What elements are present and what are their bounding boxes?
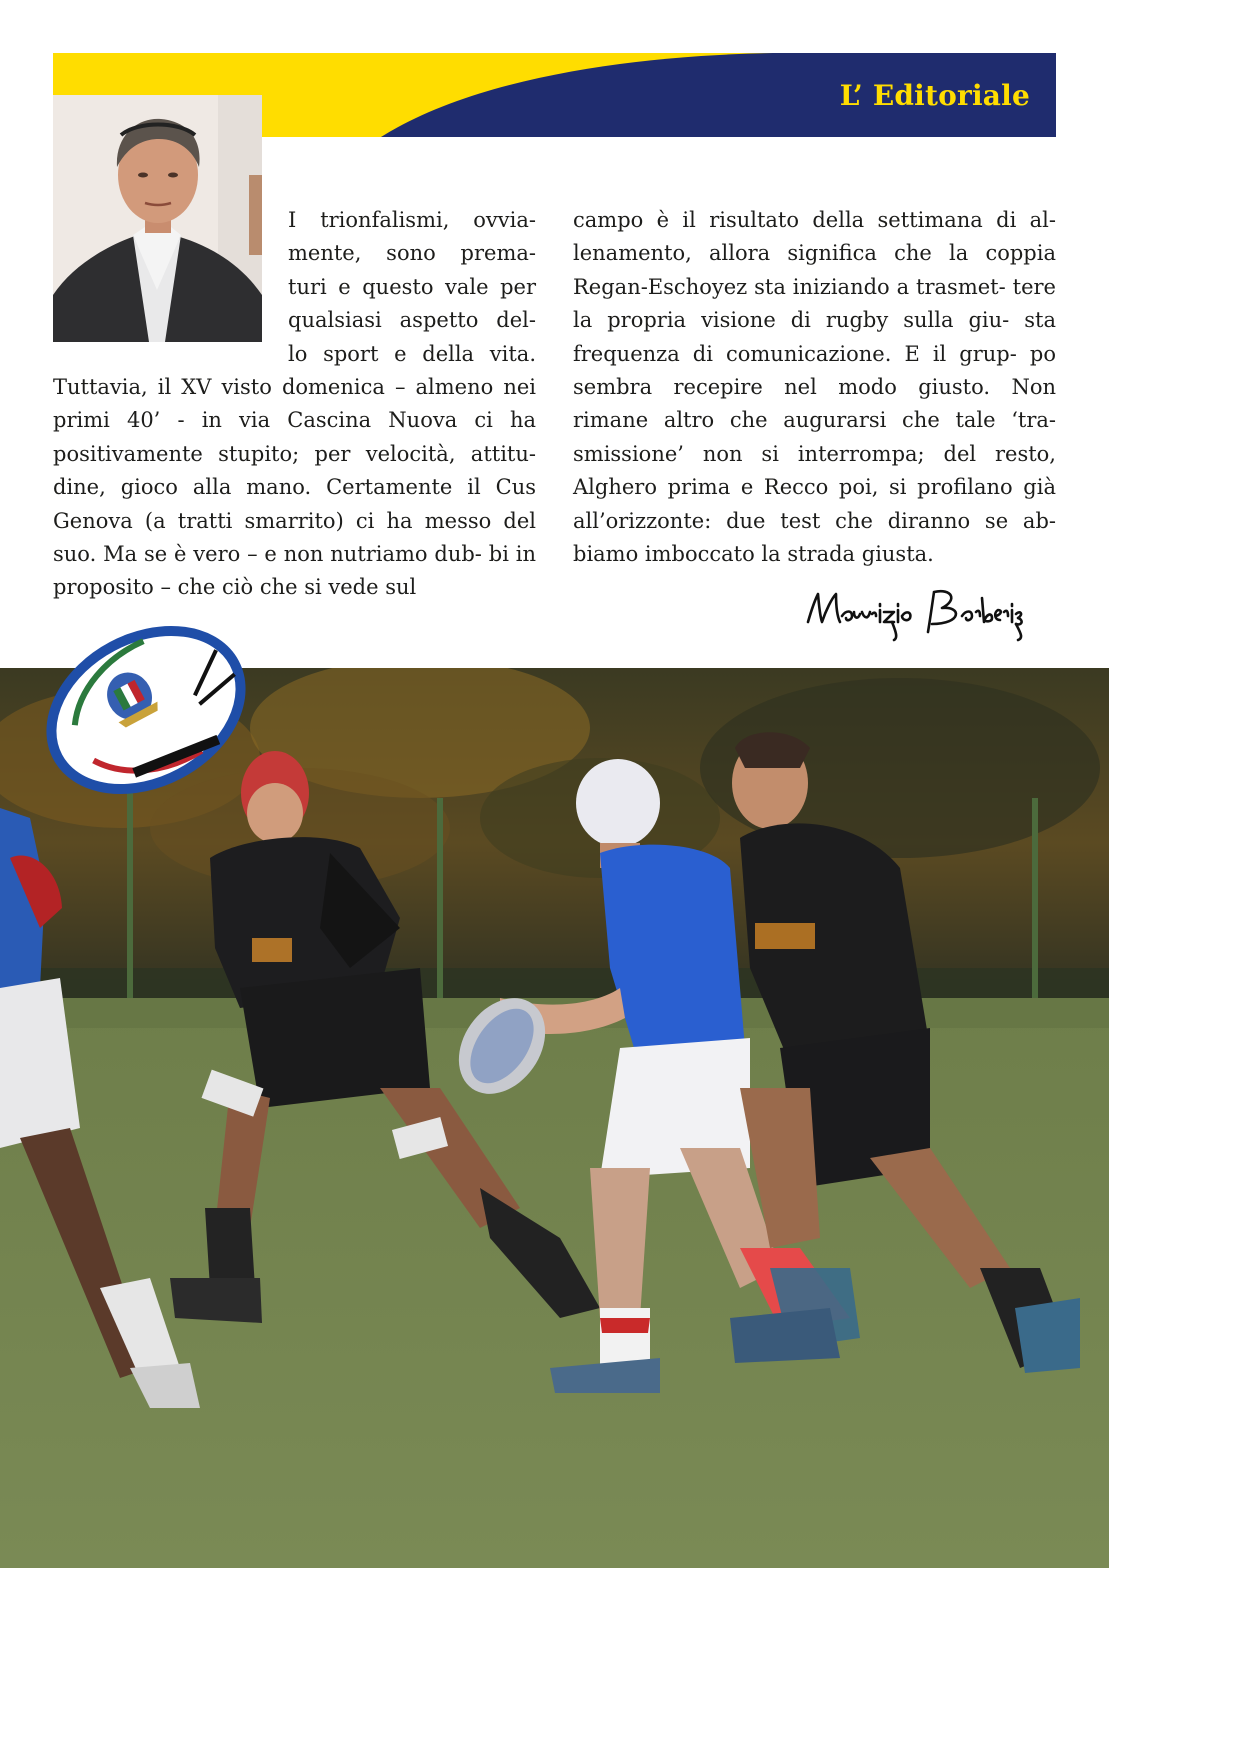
- article-line: qualsiasi aspetto del-: [288, 308, 536, 333]
- article-line: smissione’ non si interrompa; del resto,: [573, 441, 1056, 466]
- article-line: suo. Ma se è vero – e non nutriamo dub-: [53, 542, 482, 567]
- article-line: lo sport e della vita.: [288, 341, 536, 366]
- article-line: rimane altro che augurarsi che tale ‘tra-: [573, 408, 1056, 433]
- rugby-ball-icon: [46, 620, 246, 800]
- article-line: biamo imboccato la strada giusta.: [573, 542, 934, 567]
- article-line: Alghero prima e Recco poi, si profilano già: [573, 475, 1056, 500]
- article-line: Regan-Eschoyez sta iniziando a trasmet-: [573, 274, 1006, 299]
- article-line: positivamente stupito; per velocità, attitu-: [53, 441, 536, 466]
- article-line: tere la propria visione di rugby sulla giu-: [573, 274, 1056, 333]
- article-line: bi in proposito – che ciò che si vede sul: [53, 542, 536, 600]
- article-line: all’orizzonte: due test che diranno se ab-: [573, 508, 1056, 533]
- article-column-2: [573, 204, 1056, 571]
- article-line: nei primi 40’ - in via Cascina Nuova ci ha: [53, 375, 536, 433]
- article-line: Tuttavia, il XV visto domenica – almeno: [53, 375, 504, 400]
- rugby-match-photo: [0, 668, 1109, 1568]
- article-column-1: [53, 204, 536, 605]
- article-line: campo è il risultato della settimana di al-: [573, 208, 1056, 232]
- author-signature: [802, 582, 1058, 644]
- article-line: I trionfalismi, ovvia-: [288, 208, 536, 232]
- article-line: dine, gioco alla mano. Certamente il Cus: [53, 475, 536, 500]
- article-line: Genova (a tratti smarrito) ci ha messo del: [53, 508, 536, 533]
- rugby-ball-graphic: [46, 620, 246, 800]
- article-line: po sembra recepire nel modo giusto. Non: [573, 341, 1056, 400]
- signature-graphic: [802, 582, 1058, 644]
- section-title: L’ Editoriale: [839, 79, 1030, 112]
- article-line: turi e questo vale per: [288, 274, 536, 299]
- article-line: mente, sono prema-: [288, 241, 536, 266]
- article-line: lenamento, allora significa che la coppia: [573, 241, 1056, 266]
- photo-wrap-space: [53, 204, 288, 371]
- match-photo: [0, 668, 1109, 1568]
- article-line: sta frequenza di comunicazione. E il grup-: [573, 308, 1056, 366]
